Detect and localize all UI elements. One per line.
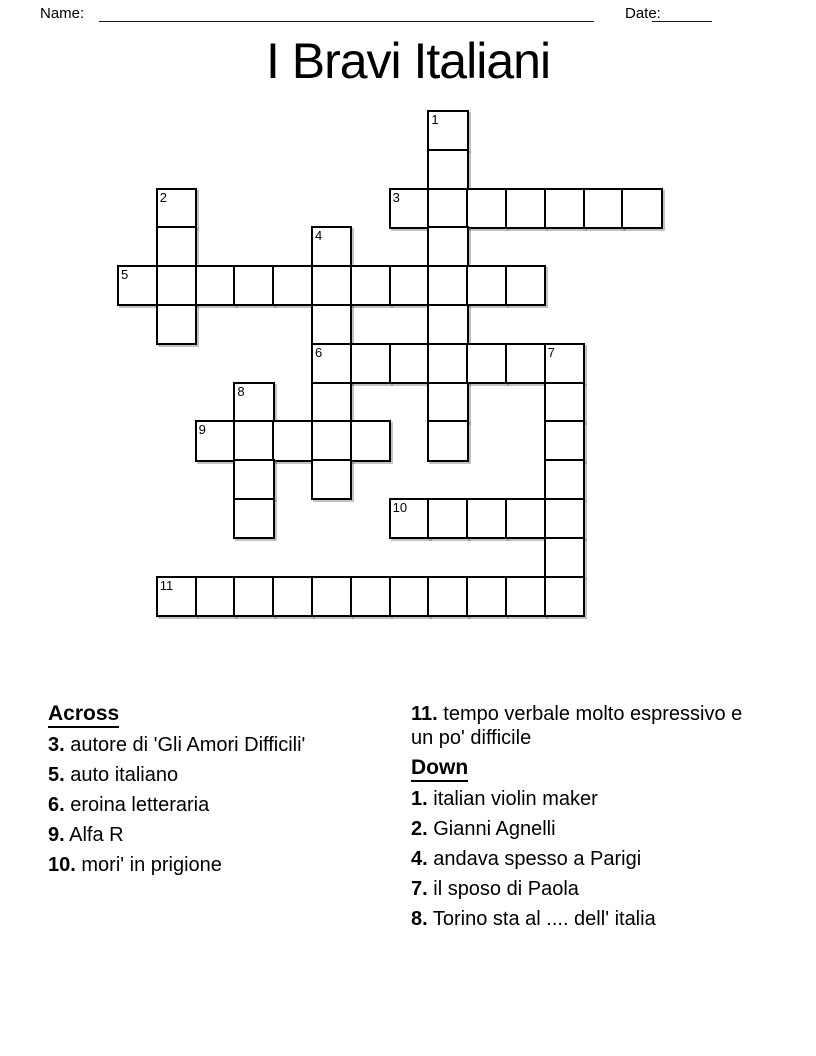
grid-cell-r8c6[interactable] xyxy=(350,420,391,461)
grid-cell-r7c11[interactable] xyxy=(544,382,585,423)
clue-text: Gianni Agnelli xyxy=(427,818,556,840)
clues-column-left xyxy=(48,702,350,883)
grid-cell-r6c8[interactable] xyxy=(427,343,468,384)
clue-across-11 xyxy=(411,702,763,750)
grid-cell-r6c10[interactable] xyxy=(505,343,546,384)
grid-cell-r10c7[interactable] xyxy=(389,498,430,539)
grid-cell-r6c11[interactable] xyxy=(544,343,585,384)
grid-cell-r12c5[interactable] xyxy=(311,576,352,617)
clue-number: 10. xyxy=(48,854,76,876)
clue-down-1 xyxy=(411,787,763,811)
grid-cell-r9c5[interactable] xyxy=(311,459,352,500)
grid-cell-number: 5 xyxy=(121,267,129,283)
grid-cell-r12c3[interactable] xyxy=(233,576,274,617)
down-heading: Down xyxy=(411,756,763,780)
grid-cell-r5c8[interactable] xyxy=(427,304,468,345)
grid-cell-r8c3[interactable] xyxy=(233,420,274,461)
clue-across-3 xyxy=(48,733,350,757)
clue-text: il sposo di Paola xyxy=(427,878,579,900)
grid-cell-r10c10[interactable] xyxy=(505,498,546,539)
grid-cell-r4c2[interactable] xyxy=(195,265,236,306)
grid-cell-r12c11[interactable] xyxy=(544,576,585,617)
grid-cell-number: 2 xyxy=(159,189,168,205)
clue-number: 1. xyxy=(411,788,428,810)
page-title: I Bravi Italiani xyxy=(265,33,551,89)
grid-cell-number: 7 xyxy=(547,344,556,360)
clue-down-7 xyxy=(411,877,763,901)
clue-text: Torino sta al .... dell' italia xyxy=(427,908,656,930)
grid-cell-r4c4[interactable] xyxy=(272,265,313,306)
grid-cell-r6c5[interactable] xyxy=(311,343,352,384)
grid-cell-r2c1[interactable] xyxy=(156,188,197,229)
across-heading: Across xyxy=(48,702,350,726)
grid-cell-r3c8[interactable] xyxy=(427,226,468,267)
grid-cell-number: 8 xyxy=(237,383,245,399)
grid-cell-r6c7[interactable] xyxy=(389,343,430,384)
grid-cell-r8c8[interactable] xyxy=(427,420,468,461)
grid-cell-r8c11[interactable] xyxy=(544,420,585,461)
grid-cell-r4c9[interactable] xyxy=(466,265,507,306)
clue-text: eroina letteraria xyxy=(64,794,210,816)
grid-cell-number: 10 xyxy=(392,500,408,515)
clue-down-2 xyxy=(411,817,763,841)
grid-cell-r2c8[interactable] xyxy=(427,188,468,229)
grid-cell-r4c1[interactable] xyxy=(156,265,197,306)
grid-cell-r4c8[interactable] xyxy=(427,265,468,306)
grid-cell-r12c7[interactable] xyxy=(389,576,430,617)
grid-cell-r2c13[interactable] xyxy=(621,188,662,229)
grid-cell-r7c3[interactable] xyxy=(233,382,274,423)
grid-cell-r2c10[interactable] xyxy=(505,188,546,229)
grid-cell-r7c8[interactable] xyxy=(427,382,468,423)
clue-number: 2. xyxy=(411,818,428,840)
grid-cell-r12c1[interactable] xyxy=(156,576,197,617)
grid-cell-number: 4 xyxy=(315,228,323,244)
grid-cell-r8c4[interactable] xyxy=(272,420,313,461)
clue-number: 8. xyxy=(411,908,428,930)
clues-column-right xyxy=(411,702,763,937)
clue-across-5 xyxy=(48,763,350,787)
clue-number: 9. xyxy=(48,824,65,846)
name-label: Name: xyxy=(40,5,85,22)
clue-number: 5. xyxy=(48,764,65,786)
grid-cell-r12c6[interactable] xyxy=(350,576,391,617)
grid-cell-r2c9[interactable] xyxy=(466,188,507,229)
clue-down-8 xyxy=(411,907,763,931)
grid-cell-r7c5[interactable] xyxy=(311,382,352,423)
grid-cell-r5c5[interactable] xyxy=(311,304,352,345)
grid-cell-r4c5[interactable] xyxy=(311,265,352,306)
grid-cell-r4c0[interactable] xyxy=(117,265,158,306)
clue-number: 4. xyxy=(411,848,428,870)
clue-text: tempo verbale molto espressivo e un po' difficile xyxy=(411,703,743,749)
grid-cell-r10c8[interactable] xyxy=(427,498,468,539)
grid-cell-r10c9[interactable] xyxy=(466,498,507,539)
grid-cell-r3c5[interactable] xyxy=(311,226,352,267)
grid-cell-r2c12[interactable] xyxy=(583,188,624,229)
grid-cell-r4c10[interactable] xyxy=(505,265,546,306)
clue-text: italian violin maker xyxy=(427,788,598,810)
clue-down-4 xyxy=(411,847,763,871)
grid-cell-number: 6 xyxy=(315,344,323,360)
grid-cell-r8c5[interactable] xyxy=(311,420,352,461)
grid-cell-number: 11 xyxy=(159,577,174,593)
grid-cell-r12c9[interactable] xyxy=(466,576,507,617)
grid-cell-r10c3[interactable] xyxy=(233,498,274,539)
clue-number: 7. xyxy=(411,878,428,900)
clue-number: 6. xyxy=(48,794,65,816)
grid-cell-r10c11[interactable] xyxy=(544,498,585,539)
clue-across-10 xyxy=(48,853,350,877)
grid-cell-r6c9[interactable] xyxy=(466,343,507,384)
clue-number: 3. xyxy=(48,734,65,756)
grid-cell-r12c2[interactable] xyxy=(195,576,236,617)
grid-cell-number: 3 xyxy=(392,189,400,205)
grid-cell-r4c7[interactable] xyxy=(389,265,430,306)
grid-cell-r1c8[interactable] xyxy=(427,149,468,190)
grid-cell-r6c6[interactable] xyxy=(350,343,391,384)
clue-across-6 xyxy=(48,793,350,817)
clue-text: andava spesso a Parigi xyxy=(427,848,642,870)
grid-cell-r12c10[interactable] xyxy=(505,576,546,617)
clue-text: auto italiano xyxy=(64,764,179,786)
grid-cell-number: 9 xyxy=(198,422,206,438)
clue-text: autore di 'Gli Amori Difficili' xyxy=(64,734,306,756)
clue-number: 11. xyxy=(411,703,438,725)
clue-text: Alfa R xyxy=(64,824,124,846)
grid-cell-r11c11[interactable] xyxy=(544,537,585,578)
grid-cell-r2c11[interactable] xyxy=(544,188,585,229)
clue-across-9 xyxy=(48,823,350,847)
date-label: Date: xyxy=(625,5,661,22)
grid-cell-r0c8[interactable] xyxy=(427,110,468,151)
grid-cell-r4c3[interactable] xyxy=(233,265,274,306)
grid-cell-r3c1[interactable] xyxy=(156,226,197,267)
grid-cell-r9c3[interactable] xyxy=(233,459,274,500)
grid-cell-r12c4[interactable] xyxy=(272,576,313,617)
grid-cell-r8c2[interactable] xyxy=(195,420,236,461)
grid-cell-r12c8[interactable] xyxy=(427,576,468,617)
grid-cell-r5c1[interactable] xyxy=(156,304,197,345)
grid-cell-number: 1 xyxy=(431,112,439,127)
grid-cell-r4c6[interactable] xyxy=(350,265,391,306)
clue-text: mori' in prigione xyxy=(75,854,222,876)
grid-cell-r2c7[interactable] xyxy=(389,188,430,229)
grid-cell-r9c11[interactable] xyxy=(544,459,585,500)
